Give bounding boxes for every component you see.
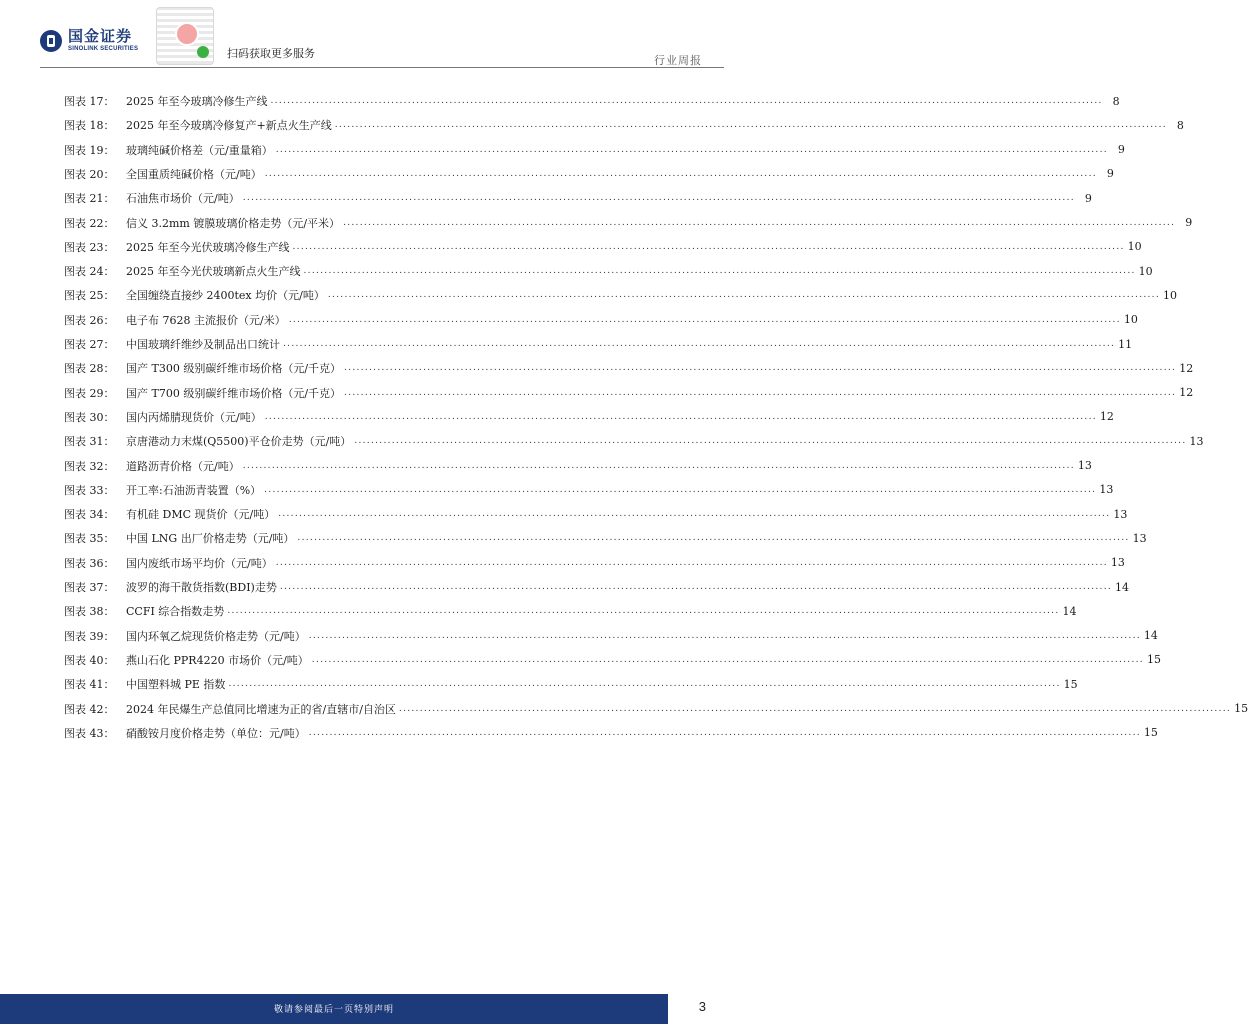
toc-entry-label: 图表 39： bbox=[64, 629, 115, 643]
toc-entry-page: 12 bbox=[1179, 386, 1194, 400]
toc-entry-label: 图表 20： bbox=[64, 167, 115, 181]
toc-entry-title: 硝酸铵月度价格走势（单位：元/吨） bbox=[126, 726, 306, 740]
toc-entry[interactable] bbox=[64, 602, 1077, 620]
toc-entry-label: 图表 32： bbox=[64, 459, 115, 473]
toc-entry-label: 图表 43： bbox=[64, 726, 115, 740]
toc-dot-leader: ........................................................................................................................................................................................................ bbox=[327, 290, 1160, 301]
toc-entry[interactable] bbox=[64, 92, 1120, 110]
toc-entry[interactable] bbox=[64, 116, 1184, 134]
toc-entry-title: 国内丙烯腈现货价（元/吨） bbox=[126, 410, 262, 424]
toc-dot-leader: ........................................................................................................................................................................................................ bbox=[264, 168, 1097, 179]
toc-entry[interactable] bbox=[64, 238, 1142, 256]
toc-entry-title: 电子布 7628 主流报价（元/米） bbox=[126, 313, 286, 327]
company-logo bbox=[40, 29, 138, 52]
wechat-badge-icon bbox=[197, 46, 209, 58]
footer-disclaimer: 敬请参阅最后一页特别声明 bbox=[273, 1005, 394, 1015]
toc-entry-label: 图表 42： bbox=[64, 702, 115, 716]
toc-entry-title: 2025 年至今光伏玻璃冷修生产线 bbox=[126, 240, 290, 254]
toc-entry[interactable] bbox=[64, 505, 1128, 523]
toc-entry-title: 石油焦市场价（元/吨） bbox=[126, 192, 240, 206]
toc-dot-leader: ........................................................................................................................................................................................................ bbox=[308, 727, 1141, 738]
toc-entry-page: 11 bbox=[1118, 337, 1133, 351]
toc-entry[interactable] bbox=[64, 408, 1114, 426]
qr-slogan: 扫码获取更多服务 bbox=[227, 47, 315, 60]
toc-entry-label: 图表 18： bbox=[64, 119, 115, 133]
toc-entry-label: 图表 41： bbox=[64, 678, 115, 692]
toc-dot-leader: ........................................................................................................................................................................................................ bbox=[227, 606, 1060, 617]
qr-center-logo-icon bbox=[175, 22, 199, 46]
toc-dot-leader: ........................................................................................................................................................................................................ bbox=[344, 363, 1177, 374]
report-type: 行业周报 bbox=[654, 54, 702, 67]
toc-dot-leader: ........................................................................................................................................................................................................ bbox=[228, 679, 1061, 690]
toc-entry[interactable] bbox=[64, 627, 1158, 645]
toc-entry-page: 10 bbox=[1163, 288, 1177, 302]
toc-entry-title: CCFI 综合指数走势 bbox=[126, 605, 225, 619]
toc-entry-title: 国产 T700 级别碳纤维市场价格（元/千克） bbox=[126, 386, 342, 400]
toc-entry-page: 15 bbox=[1143, 726, 1158, 740]
logo-name-cn: 国金证券 bbox=[68, 27, 133, 45]
toc-entry[interactable] bbox=[64, 529, 1147, 547]
toc-entry-page: 10 bbox=[1127, 240, 1142, 254]
toc-entry-page: 13 bbox=[1077, 459, 1092, 472]
toc-entry[interactable] bbox=[64, 432, 1204, 450]
toc-entry-page: 14 bbox=[1115, 580, 1130, 594]
toc-entry-label: 图表 36： bbox=[64, 556, 115, 570]
toc-entry[interactable] bbox=[64, 481, 1114, 499]
toc-entry-page: 15 bbox=[1234, 702, 1248, 715]
toc-entry[interactable] bbox=[64, 311, 1138, 329]
toc-entry-label: 图表 34： bbox=[64, 508, 115, 522]
toc-entry-title: 2025 年至今玻璃冷修复产+新点火生产线 bbox=[126, 119, 332, 133]
toc-dot-leader: ........................................................................................................................................................................................................ bbox=[303, 266, 1136, 277]
toc-entry-page: 13 bbox=[1132, 531, 1147, 545]
toc-entry-title: 2025 年至今玻璃冷修生产线 bbox=[126, 95, 268, 108]
toc-dot-leader: ........................................................................................................................................................................................................ bbox=[275, 557, 1108, 568]
toc-entry[interactable] bbox=[64, 675, 1078, 693]
toc-dot-leader: ........................................................................................................................................................................................................ bbox=[311, 654, 1144, 665]
toc-dot-leader: ........................................................................................................................................................................................................ bbox=[275, 144, 1108, 155]
toc-entry-page: 13 bbox=[1110, 556, 1125, 570]
toc-dot-leader: ........................................................................................................................................................................................................ bbox=[283, 339, 1116, 349]
toc-entry[interactable] bbox=[64, 141, 1125, 159]
toc-entry-label: 图表 25： bbox=[64, 289, 115, 303]
toc-entry-page: 12 bbox=[1099, 410, 1114, 424]
toc-entry-label: 图表 24： bbox=[64, 265, 115, 279]
toc-dot-leader: ........................................................................................................................................................................................................ bbox=[297, 533, 1130, 544]
toc-entry-page: 9 bbox=[1106, 167, 1114, 181]
qr-code-icon[interactable] bbox=[156, 7, 214, 65]
toc-entry-label: 图表 33： bbox=[64, 483, 115, 497]
toc-entry-title: 信义 3.2mm 镀膜玻璃价格走势（元/平米） bbox=[126, 216, 341, 230]
logo-mark-icon bbox=[40, 30, 62, 52]
page-header bbox=[0, 0, 724, 70]
toc-dot-leader: ........................................................................................................................................................................................................ bbox=[270, 96, 1103, 106]
toc-entry-label: 图表 38： bbox=[64, 605, 115, 619]
toc-entry-title: 中国玻璃纤维纱及制品出口统计 bbox=[126, 338, 280, 351]
toc-entry-title: 全国重质纯碱价格（元/吨） bbox=[126, 167, 262, 181]
toc-entry-title: 开工率:石油沥青装置（%） bbox=[126, 483, 262, 497]
toc-entry[interactable] bbox=[64, 286, 1177, 304]
toc-entry-page: 14 bbox=[1143, 629, 1158, 643]
toc-entry-label: 图表 35： bbox=[64, 532, 115, 546]
toc-entry[interactable] bbox=[64, 724, 1158, 742]
toc-entry-title: 有机硅 DMC 现货价（元/吨） bbox=[126, 508, 276, 522]
toc-entry-title: 燕山石化 PPR4220 市场价（元/吨） bbox=[126, 653, 309, 667]
toc-entry-label: 图表 23： bbox=[64, 240, 115, 254]
toc-dot-leader: ........................................................................................................................................................................................................ bbox=[242, 460, 1075, 471]
toc-entry[interactable] bbox=[64, 189, 1092, 207]
toc-entry-title: 2024 年民爆生产总值同比增速为正的省/直辖市/自治区 bbox=[126, 702, 396, 716]
toc-entry-title: 国产 T300 级别碳纤维市场价格（元/千克） bbox=[126, 362, 342, 376]
toc-entry-label: 图表 17： bbox=[64, 95, 115, 108]
toc-entry-page: 8 bbox=[1112, 94, 1120, 108]
toc-dot-leader: ........................................................................................................................................................................................................ bbox=[398, 703, 1232, 714]
toc-dot-leader: ........................................................................................................................................................................................................ bbox=[334, 120, 1167, 131]
toc-entry-label: 图表 40： bbox=[64, 653, 115, 667]
toc-dot-leader: ........................................................................................................................................................................................................ bbox=[288, 314, 1121, 325]
header-divider bbox=[40, 67, 724, 68]
toc-entry-page: 8 bbox=[1176, 118, 1184, 132]
toc-entry-label: 图表 31： bbox=[64, 435, 115, 449]
toc-entry[interactable] bbox=[64, 165, 1114, 183]
logo-name-en: SINOLINK SECURITIES bbox=[68, 46, 139, 52]
toc-entry-page: 13 bbox=[1099, 483, 1114, 497]
toc-entry[interactable] bbox=[64, 651, 1161, 669]
toc-entry-label: 图表 30： bbox=[64, 410, 115, 424]
toc-entry[interactable] bbox=[64, 554, 1125, 572]
toc-dot-leader: ........................................................................................................................................................................................................ bbox=[343, 217, 1176, 228]
toc-entry[interactable] bbox=[64, 335, 1133, 353]
toc-entry[interactable] bbox=[64, 700, 1248, 718]
toc-entry-label: 图表 19： bbox=[64, 143, 115, 157]
toc-entry-title: 京唐港动力末煤(Q5500)平仓价走势（元/吨） bbox=[126, 435, 352, 449]
toc-entry-page: 13 bbox=[1113, 507, 1128, 521]
toc-dot-leader: ........................................................................................................................................................................................................ bbox=[308, 630, 1141, 641]
toc-entry-title: 中国 LNG 出厂价格走势（元/吨） bbox=[126, 532, 295, 546]
toc-entry[interactable] bbox=[64, 384, 1194, 402]
toc-entry-label: 图表 27： bbox=[64, 338, 115, 351]
toc-entry[interactable] bbox=[64, 578, 1130, 596]
toc-entry-title: 玻璃纯碱价格差（元/重量箱） bbox=[126, 143, 273, 157]
toc-entry-page: 15 bbox=[1146, 653, 1161, 667]
toc-entry[interactable] bbox=[64, 214, 1193, 232]
toc-dot-leader: ........................................................................................................................................................................................................ bbox=[242, 193, 1075, 204]
toc-entry-title: 波罗的海干散货指数(BDI)走势 bbox=[126, 581, 277, 594]
toc-entry-title: 国内废纸市场平均价（元/吨） bbox=[126, 556, 273, 570]
toc-entry-page: 14 bbox=[1062, 604, 1077, 618]
toc-entry-label: 图表 26： bbox=[64, 313, 115, 327]
toc-dot-leader: ........................................................................................................................................................................................................ bbox=[264, 484, 1097, 495]
toc-entry[interactable] bbox=[64, 359, 1194, 377]
toc-entry-page: 10 bbox=[1123, 313, 1138, 327]
toc-entry[interactable] bbox=[64, 457, 1092, 475]
toc-entry-page: 13 bbox=[1189, 434, 1204, 448]
toc-entry-title: 全国缠绕直接纱 2400tex 均价（元/吨） bbox=[126, 289, 325, 303]
toc-entry-page: 15 bbox=[1063, 677, 1078, 691]
toc-entry-page: 9 bbox=[1185, 216, 1193, 229]
toc-entry-title: 中国塑料城 PE 指数 bbox=[126, 678, 226, 692]
toc-entry-title: 国内环氧乙烷现货价格走势（元/吨） bbox=[126, 629, 306, 643]
toc-dot-leader: ........................................................................................................................................................................................................ bbox=[344, 387, 1177, 398]
toc-entry-label: 图表 29： bbox=[64, 386, 115, 400]
toc-entry-title: 2025 年至今光伏玻璃新点火生产线 bbox=[126, 265, 301, 279]
toc-entry-label: 图表 22： bbox=[64, 216, 115, 230]
toc-entry-label: 图表 28： bbox=[64, 362, 115, 376]
toc-dot-leader: ........................................................................................................................................................................................................ bbox=[292, 241, 1125, 252]
toc-entry-label: 图表 21： bbox=[64, 192, 115, 206]
toc-dot-leader: ........................................................................................................................................................................................................ bbox=[279, 582, 1113, 592]
toc-entry-page: 9 bbox=[1084, 191, 1092, 205]
toc-dot-leader: ........................................................................................................................................................................................................ bbox=[278, 509, 1111, 520]
toc-entry-page: 9 bbox=[1117, 143, 1125, 157]
toc-entry-page: 12 bbox=[1179, 361, 1194, 375]
toc-dot-leader: ........................................................................................................................................................................................................ bbox=[264, 411, 1097, 422]
page-number: 3 bbox=[698, 999, 706, 1014]
toc-entry-page: 10 bbox=[1138, 264, 1153, 278]
toc-entry-title: 道路沥青价格（元/吨） bbox=[126, 459, 240, 473]
toc-entry-label: 图表 37： bbox=[64, 581, 115, 594]
toc-dot-leader: ........................................................................................................................................................................................................ bbox=[354, 436, 1187, 447]
toc-entry[interactable] bbox=[64, 262, 1153, 280]
